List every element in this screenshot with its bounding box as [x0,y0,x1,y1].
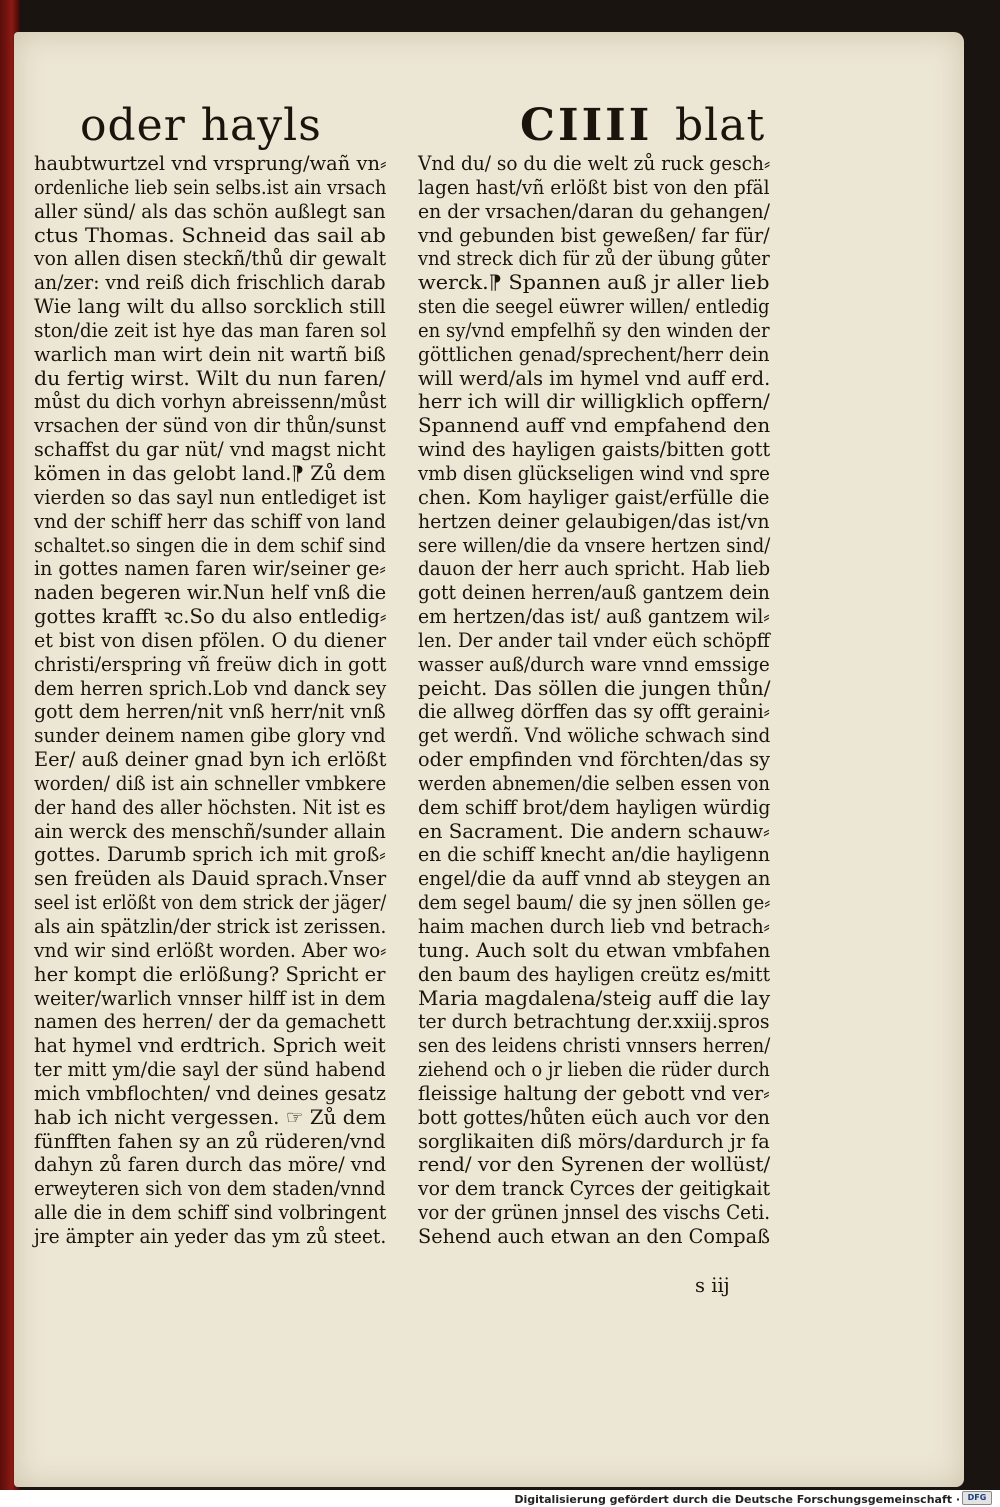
text-line: em hertzen/das ist/ auß gantzem wil⸗ [418,605,770,629]
text-line: gottes krafft ꝛc.So du also entledig⸗ [34,605,387,629]
text-line: chen. Kom hayliger gaist/erfülle die [418,485,770,509]
running-head-left: oder hayls [80,100,322,151]
text-line: len. Der ander tail vnder eüch schöpff [418,628,770,652]
text-line: weiter/warlich vnnser hilff ist in dem [34,986,386,1010]
text-line: Maria magdalena/steig auff die lay [418,986,771,1010]
footer-bar [0,1490,1000,1507]
text-line: Wie lang wilt du allso sorcklich still [34,295,386,319]
text-line: wasser auß/durch ware vnnd emssige [418,652,770,676]
text-line: christi/erspring vñ freüw dich in gott [34,652,387,676]
text-line: sere willen/die da vnsere hertzen sind/ [418,533,771,557]
dfg-logo: DFG [962,1491,992,1505]
text-line: sunder deinem namen gibe glory vnd [34,724,386,748]
text-line: ordenliche lieb sein selbs.ist ain vrsach [34,175,387,199]
text-line: ston/die zeit ist hye das man faren sol [34,318,387,342]
text-line: her kompt die erlößung? Spricht er [34,962,386,986]
text-line: mich vmbflochten/ vnd deines gesatz [34,1081,386,1105]
text-line: den baum des hayligen creütz es/mitt [418,962,770,986]
text-line: vor der grünen jnnsel des vischs Ceti. [418,1201,771,1225]
text-line: vnd wir sind erlößt worden. Aber wo⸗ [34,938,387,962]
signature-mark: s iij [695,1274,730,1297]
text-line: werden abnemen/die selben essen von [418,771,770,795]
text-line: namen des herren/ der da gemachett [34,1010,386,1034]
text-line: in gottes namen faren wir/seiner ge⸗ [34,557,386,581]
text-line: oder empfinden vnd förchten/das sy [418,748,770,772]
text-line: warlich man wirt dein nit wartñ biß [34,342,386,366]
text-line: vor dem tranck Cyrces der geitigkait [418,1177,771,1201]
text-line: hat hymel vnd erdtrich. Sprich weit [34,1034,386,1058]
text-line: sten die seegel eüwrer willen/ entledig [418,295,770,319]
text-line: vnd der schiff herr das schiff von land [34,509,387,533]
text-line: sen freüden als Dauid sprach.Vnser [34,867,387,891]
text-line: sorglikaiten diß mörs/dardurch jr fa [418,1129,770,1153]
text-line: werck.⁋ Spannen auß jr aller lieb [418,271,770,295]
text-line: göttlichen genad/sprechent/herr dein [418,342,770,366]
text-line: rend/ vor den Syrenen der wollüst/ [418,1153,771,1177]
text-line: herr ich will dir willigklich opffern/ [418,390,770,414]
text-line: fünfften fahen sy an zů rüderen/vnd [34,1129,386,1153]
text-line: Spannend auff vnd empfahend den [418,414,771,438]
text-line: dem schiff brot/dem hayligen würdig [418,795,771,819]
text-line: gott deinen herren/auß gantzem dein [418,581,770,605]
text-line: schaltet.so singen die in dem schif sind [34,533,386,557]
text-line: hab ich nicht vergessen. ☞ Zů dem [34,1105,387,1129]
text-line: die allweg dörffen das sy offt geraini⸗ [418,700,770,724]
text-line: Vnd du/ so du die welt zů ruck gesch⸗ [418,152,771,175]
text-line: en Sacrament. Die andern schauw⸗ [418,819,770,843]
text-column-left [34,152,394,1249]
text-line: ain werck des menschñ/sunder allain [34,819,386,843]
text-line: engel/die da auff vnnd ab steygen an [418,867,771,891]
text-line: bott gottes/hůten eüch auch vor den [418,1105,770,1129]
text-line: wind des hayligen gaists/bitten gott [418,438,771,462]
text-line: get werdñ. Vnd wöliche schwach sind [418,724,771,748]
text-line: von allen disen steckñ/thů dir gewalt [34,247,386,271]
text-line: will werd/als im hymel vnd auff erd. [418,366,771,390]
running-head-right: blat [675,100,766,151]
text-line: fleissige haltung der gebott vnd ver⸗ [418,1081,770,1105]
text-line: du fertig wirst. Wilt du nun faren/ [34,366,386,390]
text-column-right [418,152,778,1249]
text-line: sen des leidens christi vnnsers herren/ [418,1034,771,1058]
text-line: lagen hast/vñ erlößt bist von den pfäl [418,175,770,199]
text-line: naden begeren wir.Nun helf vnß die [34,581,387,605]
text-line: dauon der herr auch spricht. Hab lieb [418,557,771,581]
footer-credit: Digitalisierung gefördert durch die Deutsche Forschungsgemeinschaft · [514,1493,960,1506]
text-line: dahyn zů faren durch das möre/ vnd [34,1153,387,1177]
text-line: gottes. Darumb sprich ich mit groß⸗ [34,843,386,867]
text-line: Eer/ auß deiner gnad byn ich erlößt [34,748,387,772]
text-line: schaffst du gar nüt/ vnd magst nicht [34,438,386,462]
text-line: vnd gebunden bist geweßen/ far für/ [418,223,770,247]
text-line: haim machen durch lieb vnd betrach⸗ [418,915,770,938]
text-line: Sehend auch etwan an den Compaß [418,1224,770,1248]
text-line: ziehend och o jr lieben die rüder durch [418,1058,770,1082]
text-line: hertzen deiner gelaubigen/das ist/vn [418,509,770,533]
text-line: ter durch betrachtung der.xxiij.spros [418,1010,770,1034]
text-line: en der vrsachen/daran du gehangen/ [418,199,770,223]
text-line: et bist von disen pfölen. O du diener [34,628,387,652]
text-line: erweyteren sich von dem staden/vnnd [34,1177,386,1201]
text-line: an/zer: vnd reiß dich frischlich darab [34,271,386,295]
text-line: tung. Auch solt du etwan vmbfahen [418,938,771,962]
folio-number: CIIII [520,100,653,151]
text-line: ter mitt ym/die sayl der sünd habend [34,1058,386,1082]
text-line: aller sünd/ als das schön außlegt san [34,199,386,223]
text-line: dem herren sprich.Lob vnd danck sey [34,676,387,700]
text-line: alle die in dem schiff sind volbringent [34,1201,387,1225]
text-line: worden/ diß ist ain schneller vmbkere [34,771,387,795]
text-line: seel ist erlößt von dem strick der jäger/ [34,891,387,915]
text-line: als ain spätzlin/der strick ist zerissen. [34,915,387,938]
text-line: kömen in das gelobt land.⁋ Zů dem [34,461,386,485]
text-line: der hand des aller höchsten. Nit ist es [34,795,386,819]
text-line: vierden so das sayl nun entlediget ist [34,485,386,509]
text-line: ctus Thomas. Schneid das sail ab [34,223,386,247]
text-line: haubtwurtzel vnd vrsprung/wañ vn⸗ [34,152,387,175]
text-line: vmb disen glückseligen wind vnd spre [418,461,770,485]
text-line: jre ämpter ain yeder das ym zů steet. [34,1224,387,1248]
text-line: peicht. Das söllen die jungen thůn/ [418,676,771,700]
text-line: vrsachen der sünd von dir thůn/sunst [34,414,386,438]
text-line: en die schiff knecht an/die hayligenn [418,843,770,867]
text-line: vnd streck dich für zů der übung gůter [418,247,770,271]
text-line: můst du dich vorhyn abreissenn/můst [34,390,387,414]
text-line: gott dem herren/nit vnß herr/nit vnß [34,700,386,724]
text-line: dem segel baum/ die sy jnen söllen ge⸗ [418,891,771,915]
text-line: en sy/vnd empfelhñ sy den winden der [418,318,770,342]
